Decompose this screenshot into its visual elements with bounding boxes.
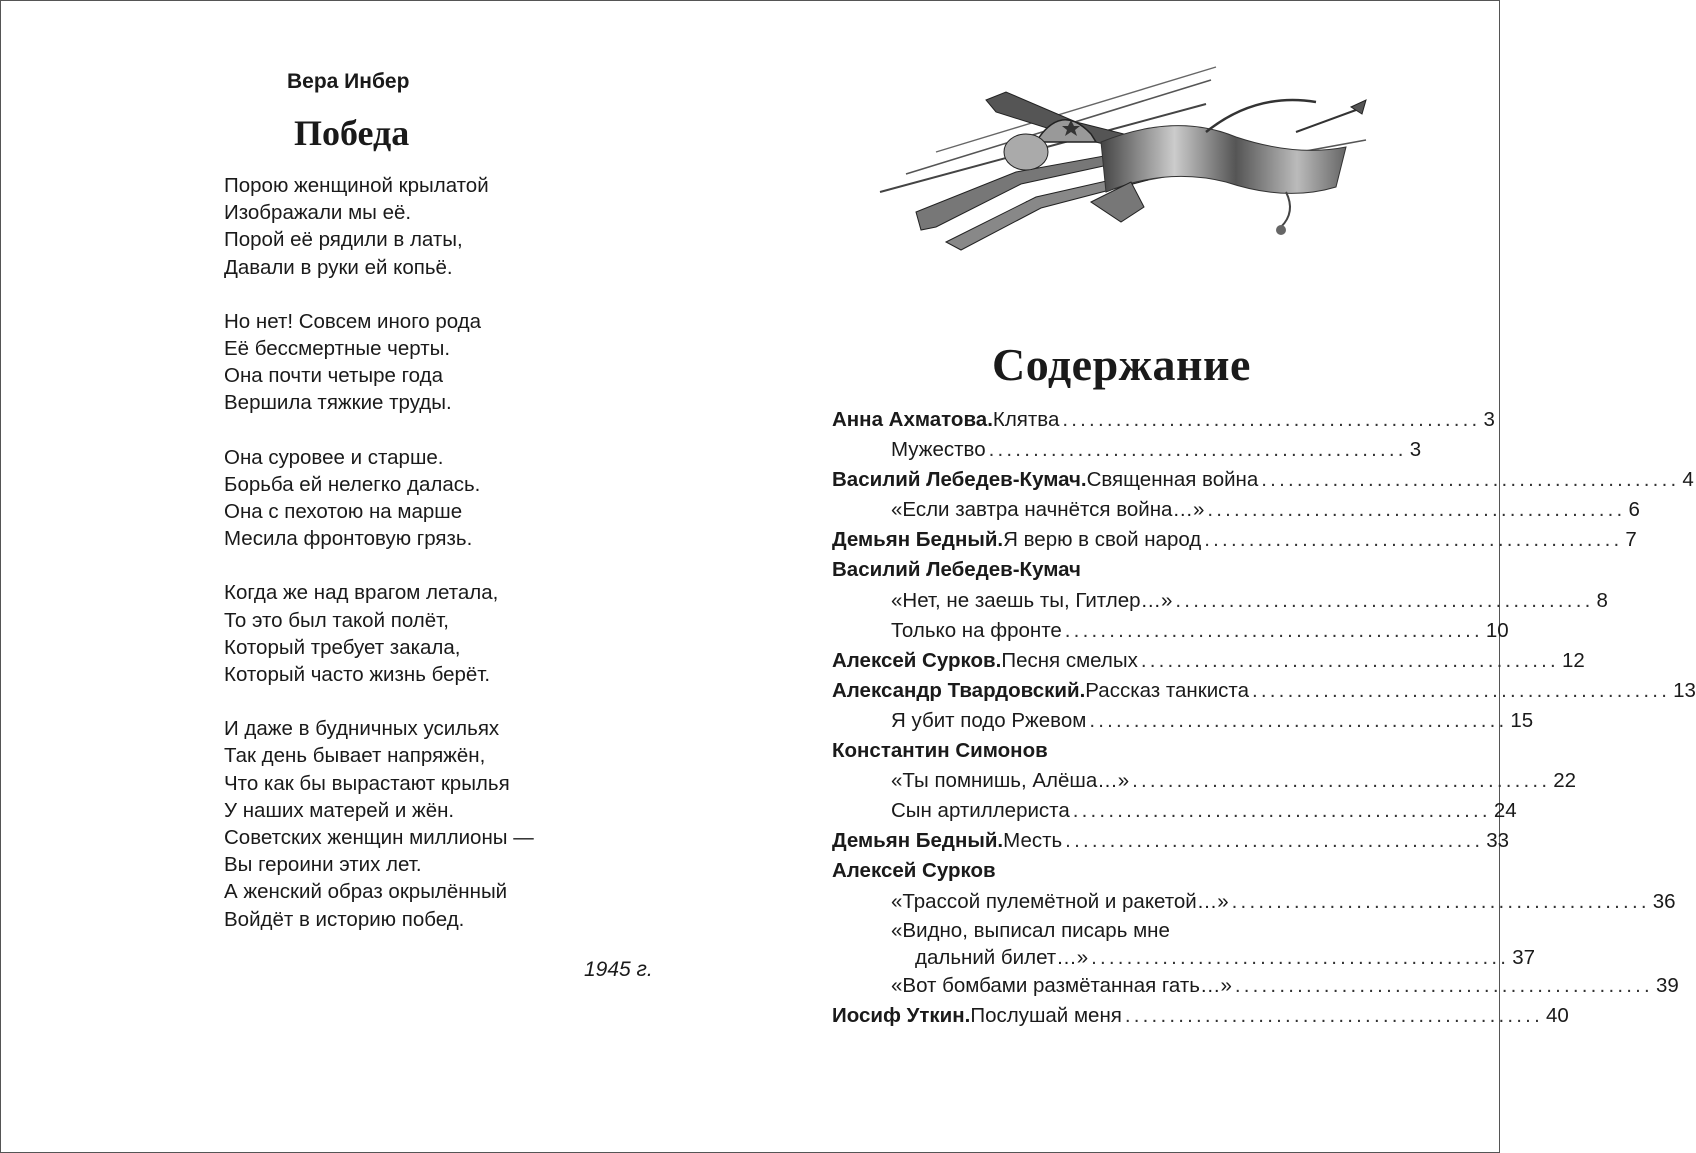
poem-line: Её бессмертные черты. (224, 337, 451, 361)
toc-author: Анна Ахматова. (832, 408, 993, 431)
toc-entry[interactable] (832, 586, 1608, 616)
toc-page-number: 24 (1493, 799, 1517, 823)
toc-poem-title: Только на фронте (891, 618, 1062, 642)
poem-line: Порою женщиной крылатой (224, 174, 489, 197)
toc-entry[interactable] (832, 495, 1640, 525)
poem-line: Борьба ей нелегко далась. (224, 472, 481, 496)
toc-leader-dots: ............................................... (1234, 973, 1653, 997)
toc-page-number: 37 (1512, 945, 1535, 969)
toc-poem-title: «Трассой пулемётной и ракетой…» (891, 889, 1229, 913)
toc-leader-dots: ............................................... (1231, 889, 1650, 913)
toc-leader-dots: ............................................... (1252, 678, 1671, 702)
toc-page-number: 4 (1682, 468, 1694, 492)
toc-author: Константин Симонов (832, 739, 1048, 763)
toc-poem-title: «Если завтра начнётся война…» (891, 498, 1205, 522)
poem-line: И даже в будничных усильях (224, 717, 500, 741)
toc-entry[interactable] (832, 944, 1535, 971)
toc-entry[interactable] (832, 1001, 1569, 1031)
toc-poem-title: «Видно, выписал писарь мне (891, 918, 1170, 942)
toc-page-number: 12 (1561, 648, 1585, 672)
toc-author: Василий Лебедев-Кумач (832, 558, 1081, 582)
poem-line: Месила фронтовую грязь. (224, 527, 473, 551)
toc-page-number: 7 (1625, 528, 1637, 552)
poem-line: Который часто жизнь берёт. (224, 663, 491, 687)
toc-entry[interactable] (832, 676, 1696, 706)
toc-leader-dots: ............................................... (1175, 588, 1594, 612)
toc-poem-title: Клятва (992, 408, 1060, 431)
poem-line: Вы героини этих лет. (224, 853, 422, 877)
toc-entry[interactable] (832, 646, 1585, 676)
toc-poem-title: «Нет, не заешь ты, Гитлер…» (891, 588, 1173, 612)
poem-stanza (224, 579, 534, 688)
poem-stanza (224, 444, 534, 553)
toc-entry[interactable] (832, 917, 1418, 944)
poem-line: Советских женщин миллионы — (224, 826, 534, 850)
toc-leader-dots: ............................................... (1089, 708, 1508, 732)
toc-poem-title: Сын артиллериста (891, 799, 1070, 823)
toc-entry[interactable] (832, 465, 1694, 495)
toc-leader-dots: ............................................... (988, 438, 1407, 462)
toc-leader-dots: ............................................... (1124, 1003, 1543, 1027)
poem-stanza (224, 308, 534, 417)
toc-leader-dots: ............................................... (1091, 945, 1510, 969)
poem-stanza (224, 715, 534, 933)
toc-poem-title: «Ты помнишь, Алёша…» (891, 769, 1130, 793)
poem-line: Она суровее и старше. (224, 445, 444, 469)
toc-entry[interactable] (832, 766, 1577, 796)
toc-author: Иосиф Уткин. (832, 1003, 971, 1027)
toc-leader-dots: ............................................... (1132, 769, 1551, 793)
toc-entry[interactable] (832, 706, 1534, 736)
toc-leader-dots: ............................................... (1064, 618, 1483, 642)
toc-leader-dots: ............................................... (1261, 468, 1680, 492)
poem-author: Вера Инбер (287, 70, 410, 93)
toc-page-number: 13 (1673, 678, 1696, 702)
toc-entry[interactable] (832, 405, 1495, 435)
poem-line: Но нет! Совсем иного рода (224, 309, 482, 333)
war-trophies-illustration-icon (876, 62, 1394, 252)
toc-page-number: 39 (1655, 973, 1679, 997)
poem-body (224, 172, 534, 960)
toc-author: Александр Твардовский. (832, 678, 1086, 702)
toc-poem-title: Песня смелых (1001, 648, 1138, 672)
toc-entry[interactable] (832, 555, 1418, 585)
toc-poem-title: «Вот бомбами размётанная гать…» (891, 973, 1232, 997)
poem-line: Вершила тяжкие труды. (224, 391, 452, 415)
toc-page-number: 22 (1553, 769, 1577, 793)
toc-poem-title: Месть (1003, 829, 1063, 853)
toc-author: Демьян Бедный. (832, 528, 1004, 552)
toc-page-number: 8 (1596, 588, 1608, 612)
toc-entry[interactable] (832, 887, 1676, 917)
toc-author: Алексей Сурков (832, 859, 996, 883)
poem-line: Так день бывает напряжён, (224, 744, 486, 768)
toc-leader-dots: ............................................... (1207, 498, 1626, 522)
toc-poem-title: Я убит подо Ржевом (891, 708, 1087, 732)
toc-page-number: 3 (1409, 438, 1422, 462)
toc-author: Алексей Сурков. (832, 648, 1002, 672)
poem-line: Что как бы вырастают крылья (224, 771, 510, 795)
toc-page-number: 10 (1485, 618, 1509, 642)
poem-line: Войдёт в историю побед. (224, 907, 465, 931)
poem-line: Она с пехотою на марше (224, 500, 463, 524)
toc-entry[interactable] (832, 616, 1509, 646)
toc-title: Содержание (992, 339, 1251, 390)
toc-entry[interactable] (832, 435, 1422, 465)
toc-entry[interactable] (832, 971, 1679, 1001)
toc-entry[interactable] (832, 796, 1517, 826)
toc-leader-dots: ............................................... (1204, 528, 1623, 552)
poem-line: Она почти четыре года (224, 364, 443, 388)
toc-poem-title: Послушай меня (970, 1003, 1122, 1027)
poem-line: Который требует закала, (224, 635, 461, 659)
poem-line: Давали в руки ей копьё. (224, 255, 453, 279)
poem-line: То это был такой полёт, (224, 608, 449, 632)
toc-entry[interactable] (832, 525, 1637, 555)
poem-stanza (224, 172, 534, 281)
toc-leader-dots: ............................................... (1072, 799, 1491, 823)
toc-leader-dots: ............................................... (1140, 648, 1559, 672)
toc-page-number: 33 (1486, 829, 1510, 853)
poem-date: 1945 г. (584, 958, 653, 981)
toc-poem-title: Рассказ танкиста (1085, 678, 1249, 702)
toc-entry[interactable] (832, 826, 1510, 856)
toc-entry[interactable] (832, 736, 1418, 766)
toc-page-number: 36 (1652, 889, 1676, 913)
poem-line: У наших матерей и жён. (224, 798, 455, 822)
toc-leader-dots: ............................................... (1065, 829, 1484, 853)
toc-page-number: 40 (1545, 1003, 1569, 1027)
toc-author: Василий Лебедев-Кумач. (832, 468, 1087, 492)
poem-line: Порой её рядили в латы, (224, 228, 463, 252)
toc-poem-title: дальний билет…» (915, 945, 1089, 969)
toc-entry[interactable] (832, 856, 1418, 886)
poem-line: Изображали мы её. (224, 201, 412, 225)
toc-page-number: 15 (1510, 708, 1534, 732)
toc-page-number: 3 (1483, 408, 1495, 431)
poem-line: А женский образ окрылённый (224, 880, 508, 904)
toc-author: Демьян Бедный. (832, 829, 1004, 853)
toc-poem-title: Священная война (1086, 468, 1259, 492)
poem-title: Победа (294, 113, 410, 153)
poem-line: Когда же над врагом летала, (224, 581, 499, 605)
toc-poem-title: Мужество (891, 438, 986, 462)
toc-poem-title: Я верю в свой народ (1003, 528, 1202, 552)
toc-leader-dots: ............................................... (1062, 408, 1481, 431)
table-of-contents (832, 405, 1696, 1031)
toc-page-number: 6 (1628, 498, 1640, 522)
